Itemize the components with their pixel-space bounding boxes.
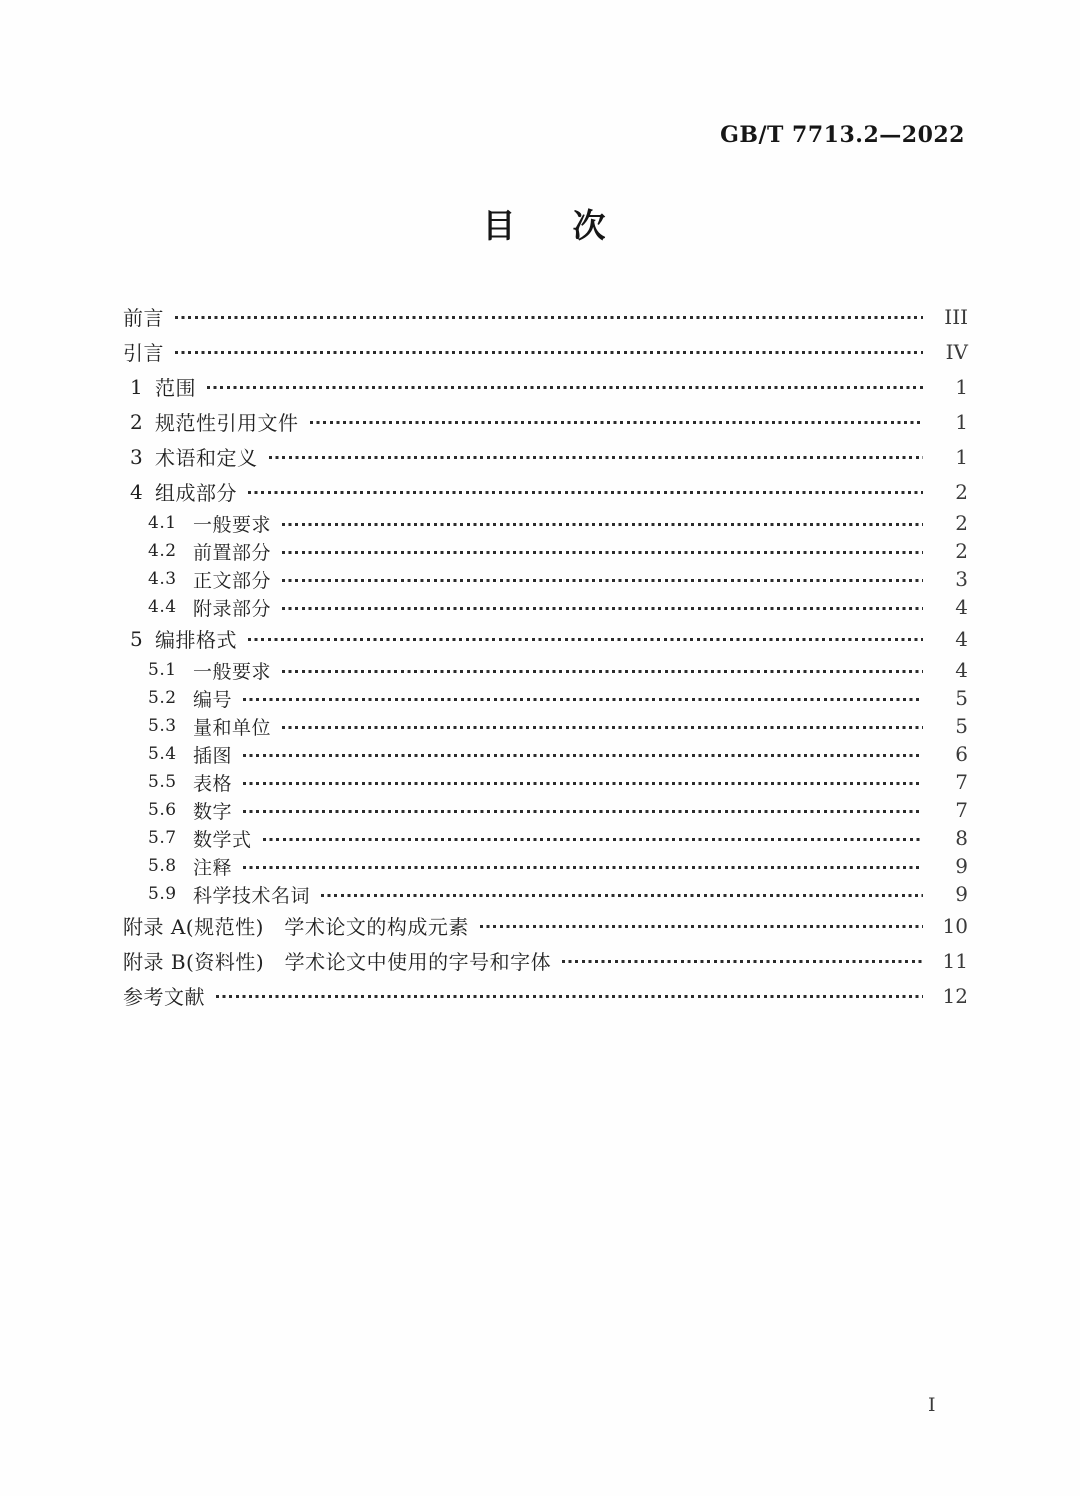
toc-entry-number: 5.3 <box>148 716 177 736</box>
toc-dot-leader <box>248 638 923 641</box>
page-title: 目 次 <box>482 206 618 245</box>
toc-entry-label: 参考文献 <box>123 985 205 1009</box>
toc-dot-leader <box>310 421 924 424</box>
toc-entry-page: 7 <box>955 798 968 822</box>
toc-entry-page: III <box>944 304 968 329</box>
toc-entry-page: 4 <box>955 658 968 682</box>
toc-entry <box>123 684 968 712</box>
toc-entry-label: 术语和定义 <box>155 446 258 470</box>
toc-entry-number: 5 <box>130 626 144 651</box>
toc-entry-label: 量和单位 <box>193 716 272 739</box>
toc-entry <box>123 369 968 404</box>
toc-dot-leader <box>282 607 923 610</box>
toc-entry-number: 2 <box>130 409 144 434</box>
toc-entry <box>123 740 968 768</box>
toc-dot-leader <box>243 782 923 785</box>
toc-entry <box>123 852 968 880</box>
toc-entry <box>123 978 968 1013</box>
table-of-contents <box>123 299 968 1013</box>
toc-entry-number: 5.7 <box>148 828 177 848</box>
toc-entry-label: 规范性引用文件 <box>155 411 299 435</box>
toc-entry-page: 4 <box>955 626 968 651</box>
toc-entry <box>123 943 968 978</box>
toc-entry <box>123 474 968 509</box>
toc-entry-number: 5.8 <box>148 856 177 876</box>
toc-entry-page: 1 <box>955 409 968 434</box>
toc-entry-number: 4 <box>130 479 144 504</box>
toc-entry-label: 附录 A(规范性) 学术论文的构成元素 <box>123 915 469 939</box>
toc-entry-label: 前置部分 <box>193 541 272 564</box>
toc-dot-leader <box>282 551 923 554</box>
toc-entry <box>123 334 968 369</box>
toc-entry <box>123 908 968 943</box>
toc-dot-leader <box>243 698 923 701</box>
toc-entry-number: 3 <box>130 444 144 469</box>
toc-entry <box>123 796 968 824</box>
toc-dot-leader <box>263 838 923 841</box>
toc-dot-leader <box>216 995 923 998</box>
toc-entry <box>123 299 968 334</box>
toc-entry-label: 组成部分 <box>155 481 237 505</box>
toc-entry-label: 引言 <box>123 341 164 365</box>
toc-entry-page: 2 <box>955 539 968 563</box>
toc-entry-label: 附录 B(资料性) 学术论文中使用的字号和字体 <box>123 950 552 974</box>
toc-entry <box>123 404 968 439</box>
toc-entry-number: 4.3 <box>148 569 177 589</box>
toc-dot-leader <box>282 579 923 582</box>
toc-entry-label: 数字 <box>193 800 233 823</box>
toc-entry-label: 插图 <box>193 744 233 767</box>
toc-entry-number: 5.5 <box>148 772 177 792</box>
toc-entry-number: 5.9 <box>148 884 177 904</box>
toc-entry <box>123 565 968 593</box>
toc-entry-number: 5.1 <box>148 660 177 680</box>
standard-number-header: GB/T 7713.2—2022 <box>720 122 965 148</box>
toc-entry <box>123 593 968 621</box>
toc-entry-label: 数学式 <box>193 828 252 851</box>
toc-dot-leader <box>321 894 923 897</box>
toc-entry-page: 1 <box>955 444 968 469</box>
toc-dot-leader <box>562 960 923 963</box>
toc-entry-label: 编号 <box>193 688 233 711</box>
toc-entry <box>123 768 968 796</box>
toc-entry <box>123 509 968 537</box>
toc-entry-page: 1 <box>955 374 968 399</box>
toc-entry-page: 5 <box>955 714 968 738</box>
toc-entry-page: 3 <box>955 567 968 591</box>
toc-entry-page: 11 <box>942 948 968 973</box>
toc-entry-number: 5.4 <box>148 744 177 764</box>
toc-dot-leader <box>282 726 923 729</box>
toc-entry-page: 5 <box>955 686 968 710</box>
toc-entry-label: 附录部分 <box>193 597 272 620</box>
toc-entry-number: 5.2 <box>148 688 177 708</box>
toc-entry-page: 9 <box>955 854 968 878</box>
toc-entry-page: IV <box>945 339 968 364</box>
toc-entry-page: 6 <box>955 742 968 766</box>
toc-dot-leader <box>243 866 923 869</box>
toc-entry-label: 编排格式 <box>155 628 237 652</box>
toc-entry-label: 一般要求 <box>193 513 272 536</box>
toc-entry-label: 注释 <box>193 856 233 879</box>
toc-entry <box>123 656 968 684</box>
toc-entry-number: 4.1 <box>148 513 177 533</box>
toc-entry-label: 范围 <box>155 376 196 400</box>
toc-dot-leader <box>269 456 924 459</box>
toc-entry <box>123 439 968 474</box>
toc-entry-label: 表格 <box>193 772 233 795</box>
toc-entry-page: 2 <box>955 479 968 504</box>
toc-entry-label: 科学技术名词 <box>193 884 311 907</box>
toc-entry-label: 前言 <box>123 306 164 330</box>
toc-entry-label: 正文部分 <box>193 569 272 592</box>
toc-entry-page: 7 <box>955 770 968 794</box>
toc-entry-page: 8 <box>955 826 968 850</box>
toc-dot-leader <box>480 925 923 928</box>
toc-dot-leader <box>243 810 923 813</box>
toc-entry-page: 10 <box>942 913 968 938</box>
toc-dot-leader <box>282 670 923 673</box>
toc-dot-leader <box>243 754 923 757</box>
toc-dot-leader <box>282 523 923 526</box>
toc-entry <box>123 712 968 740</box>
toc-entry <box>123 537 968 565</box>
footer-page-number: I <box>928 1394 936 1416</box>
toc-entry <box>123 880 968 908</box>
toc-entry-label: 一般要求 <box>193 660 272 683</box>
toc-entry <box>123 621 968 656</box>
toc-entry <box>123 824 968 852</box>
toc-entry-page: 12 <box>942 983 968 1008</box>
toc-entry-number: 5.6 <box>148 800 177 820</box>
toc-dot-leader <box>248 491 923 494</box>
toc-entry-page: 2 <box>955 511 968 535</box>
toc-entry-number: 4.4 <box>148 597 177 617</box>
toc-dot-leader <box>175 351 923 354</box>
toc-entry-page: 4 <box>955 595 968 619</box>
toc-entry-page: 9 <box>955 882 968 906</box>
toc-entry-number: 4.2 <box>148 541 177 561</box>
toc-dot-leader <box>207 386 923 389</box>
toc-dot-leader <box>175 316 923 319</box>
toc-entry-number: 1 <box>130 374 144 399</box>
